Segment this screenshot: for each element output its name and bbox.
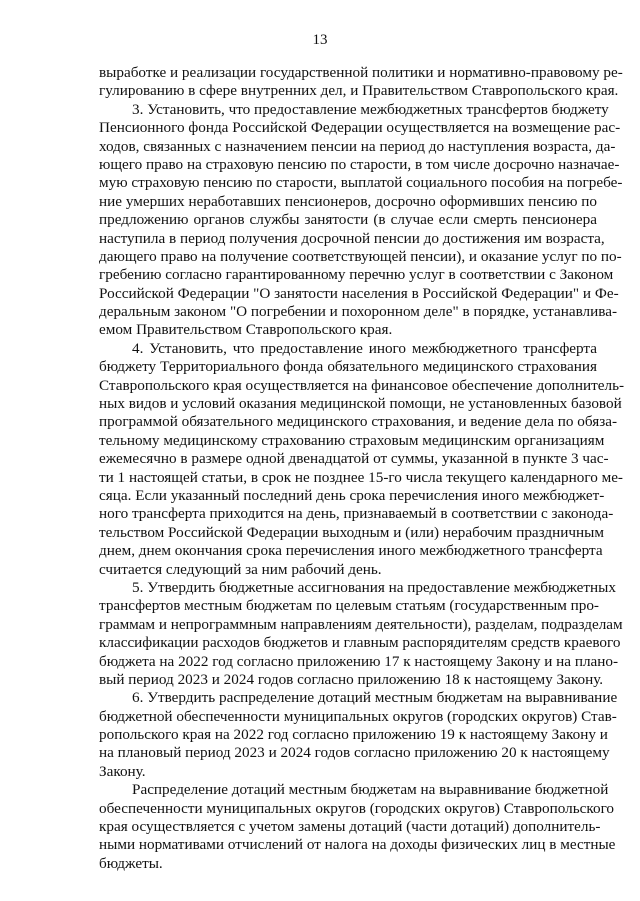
text-line: программой обязательного медицинского страхования, и ведение дела по обяза-	[99, 413, 618, 431]
text-line: ных видов и условий оказания медицинской помощи, не установленных базовой	[99, 395, 622, 413]
text-line: граммам и непрограммным направлениям деятельности), разделам, подразделам	[99, 615, 623, 633]
text-line: деральным законом "О погребении и похоронном деле" в порядке, устанавлива-	[99, 303, 618, 321]
text-line: 4. Установить, что предоставление иного межбюджетного трансферта	[132, 339, 597, 357]
text-line: ного трансферта приходится на день, признаваемый в соответствии с законода-	[99, 505, 614, 523]
text-line: бюджета на 2022 год согласно приложению 17 к настоящему Закону и на плано-	[99, 652, 619, 670]
text-line: ными нормативами отчислений от налога на доходы физических лиц в местные	[99, 836, 616, 854]
text-line: днем, днем окончания срока перечисления иного межбюджетного трансферта	[99, 542, 603, 560]
text-line: трансфертов местным бюджетам по целевым статьям (государственным про-	[99, 597, 599, 615]
text-line: на плановый период 2023 и 2024 годов согласно приложению 20 к настоящему	[99, 744, 610, 762]
text-line: Распределение дотаций местным бюджетам на выравнивание бюджетной	[132, 781, 609, 799]
text-line: Закону.	[99, 762, 146, 780]
text-line: бюджету Территориального фонда обязательного медицинского страхования	[99, 358, 597, 376]
paragraph	[99, 339, 625, 579]
text-line: обеспеченности муниципальных округов (городских округов) Ставропольского	[99, 799, 615, 817]
paragraph	[99, 64, 623, 101]
text-line: ходов, связанных с назначением пенсии на период до наступления возраста, да-	[99, 137, 616, 155]
text-line: мую страховую пенсию по старости, выплатой социального пособия на погребе-	[99, 174, 623, 192]
text-line: предложению органов службы занятости (в случае если смерть пенсионера	[99, 211, 597, 229]
text-line: вый период 2023 и 2024 годов согласно приложению 18 к настоящему Закону.	[99, 670, 604, 688]
text-line: тельством Российской Федерации выходным и (или) нерабочим праздничным	[99, 523, 604, 541]
text-line: сяца. Если указанный последний день срока перечисления иного межбюджет-	[99, 486, 605, 504]
text-line: ежемесячно в размере одной двенадцатой от суммы, указанной в пункте 3 час-	[99, 450, 609, 468]
text-line: ти 1 настоящей статьи, в срок не позднее 15-го числа текущего календарного ме-	[99, 468, 623, 486]
text-line: дающего право на получение соответствующей пенсии), и оказание услуг по по-	[99, 247, 622, 265]
paragraph	[99, 100, 623, 340]
text-line: гребению согласно гарантированному перечню услуг в соответствии с Законом	[99, 266, 614, 284]
paragraph	[99, 689, 618, 781]
text-line: бюджетной обеспеченности муниципальных округов (городских округов) Став-	[99, 707, 617, 725]
text-line: 6. Утвердить распределение дотаций местным бюджетам на выравнивание	[132, 689, 618, 707]
text-line: гулированию в сфере внутренних дел, и Правительством Ставропольского края.	[99, 82, 619, 100]
text-line: емом Правительством Ставропольского края.	[99, 321, 393, 339]
text-line: наступила в период получения досрочной пенсии до достижения им возраста,	[99, 229, 605, 247]
text-line: ропольского края на 2022 год согласно приложению 19 к настоящему Закону и	[99, 726, 608, 744]
text-line: ние умерших неработавших пенсионеров, досрочно оформивших пенсию по	[99, 192, 597, 210]
text-line: бюджеты.	[99, 854, 163, 872]
paragraph	[99, 578, 623, 689]
text-line: Российской Федерации "О занятости населения в Российской Федерации" и Фе-	[99, 284, 619, 302]
paragraph	[99, 781, 616, 873]
text-line: классификации расходов бюджетов и главным распорядителям средств краевого	[99, 634, 621, 652]
text-line: Пенсионного фонда Российской Федерации осуществляется на возмещение рас-	[99, 119, 621, 137]
text-line: тельному медицинскому страхованию страховым медицинским организациям	[99, 431, 605, 449]
page-number: 13	[312, 32, 328, 48]
text-line: выработке и реализации государственной политики и нормативно-правовому ре-	[99, 64, 623, 81]
text-line: 3. Установить, что предоставление межбюджетных трансфертов бюджету	[132, 100, 609, 118]
text-line: Ставропольского края осуществляется на финансовое обеспечение дополнитель-	[99, 376, 625, 394]
text-line: края осуществляется с учетом замены дотаций (части дотаций) дополнитель-	[99, 818, 601, 836]
text-line: ющего право на страховую пенсию по старости, в том числе досрочно назначае-	[99, 155, 620, 173]
text-line: 5. Утвердить бюджетные ассигнования на предоставление межбюджетных	[132, 578, 616, 596]
document-body	[99, 64, 625, 873]
text-line: считается следующий за ним рабочий день.	[99, 560, 382, 578]
